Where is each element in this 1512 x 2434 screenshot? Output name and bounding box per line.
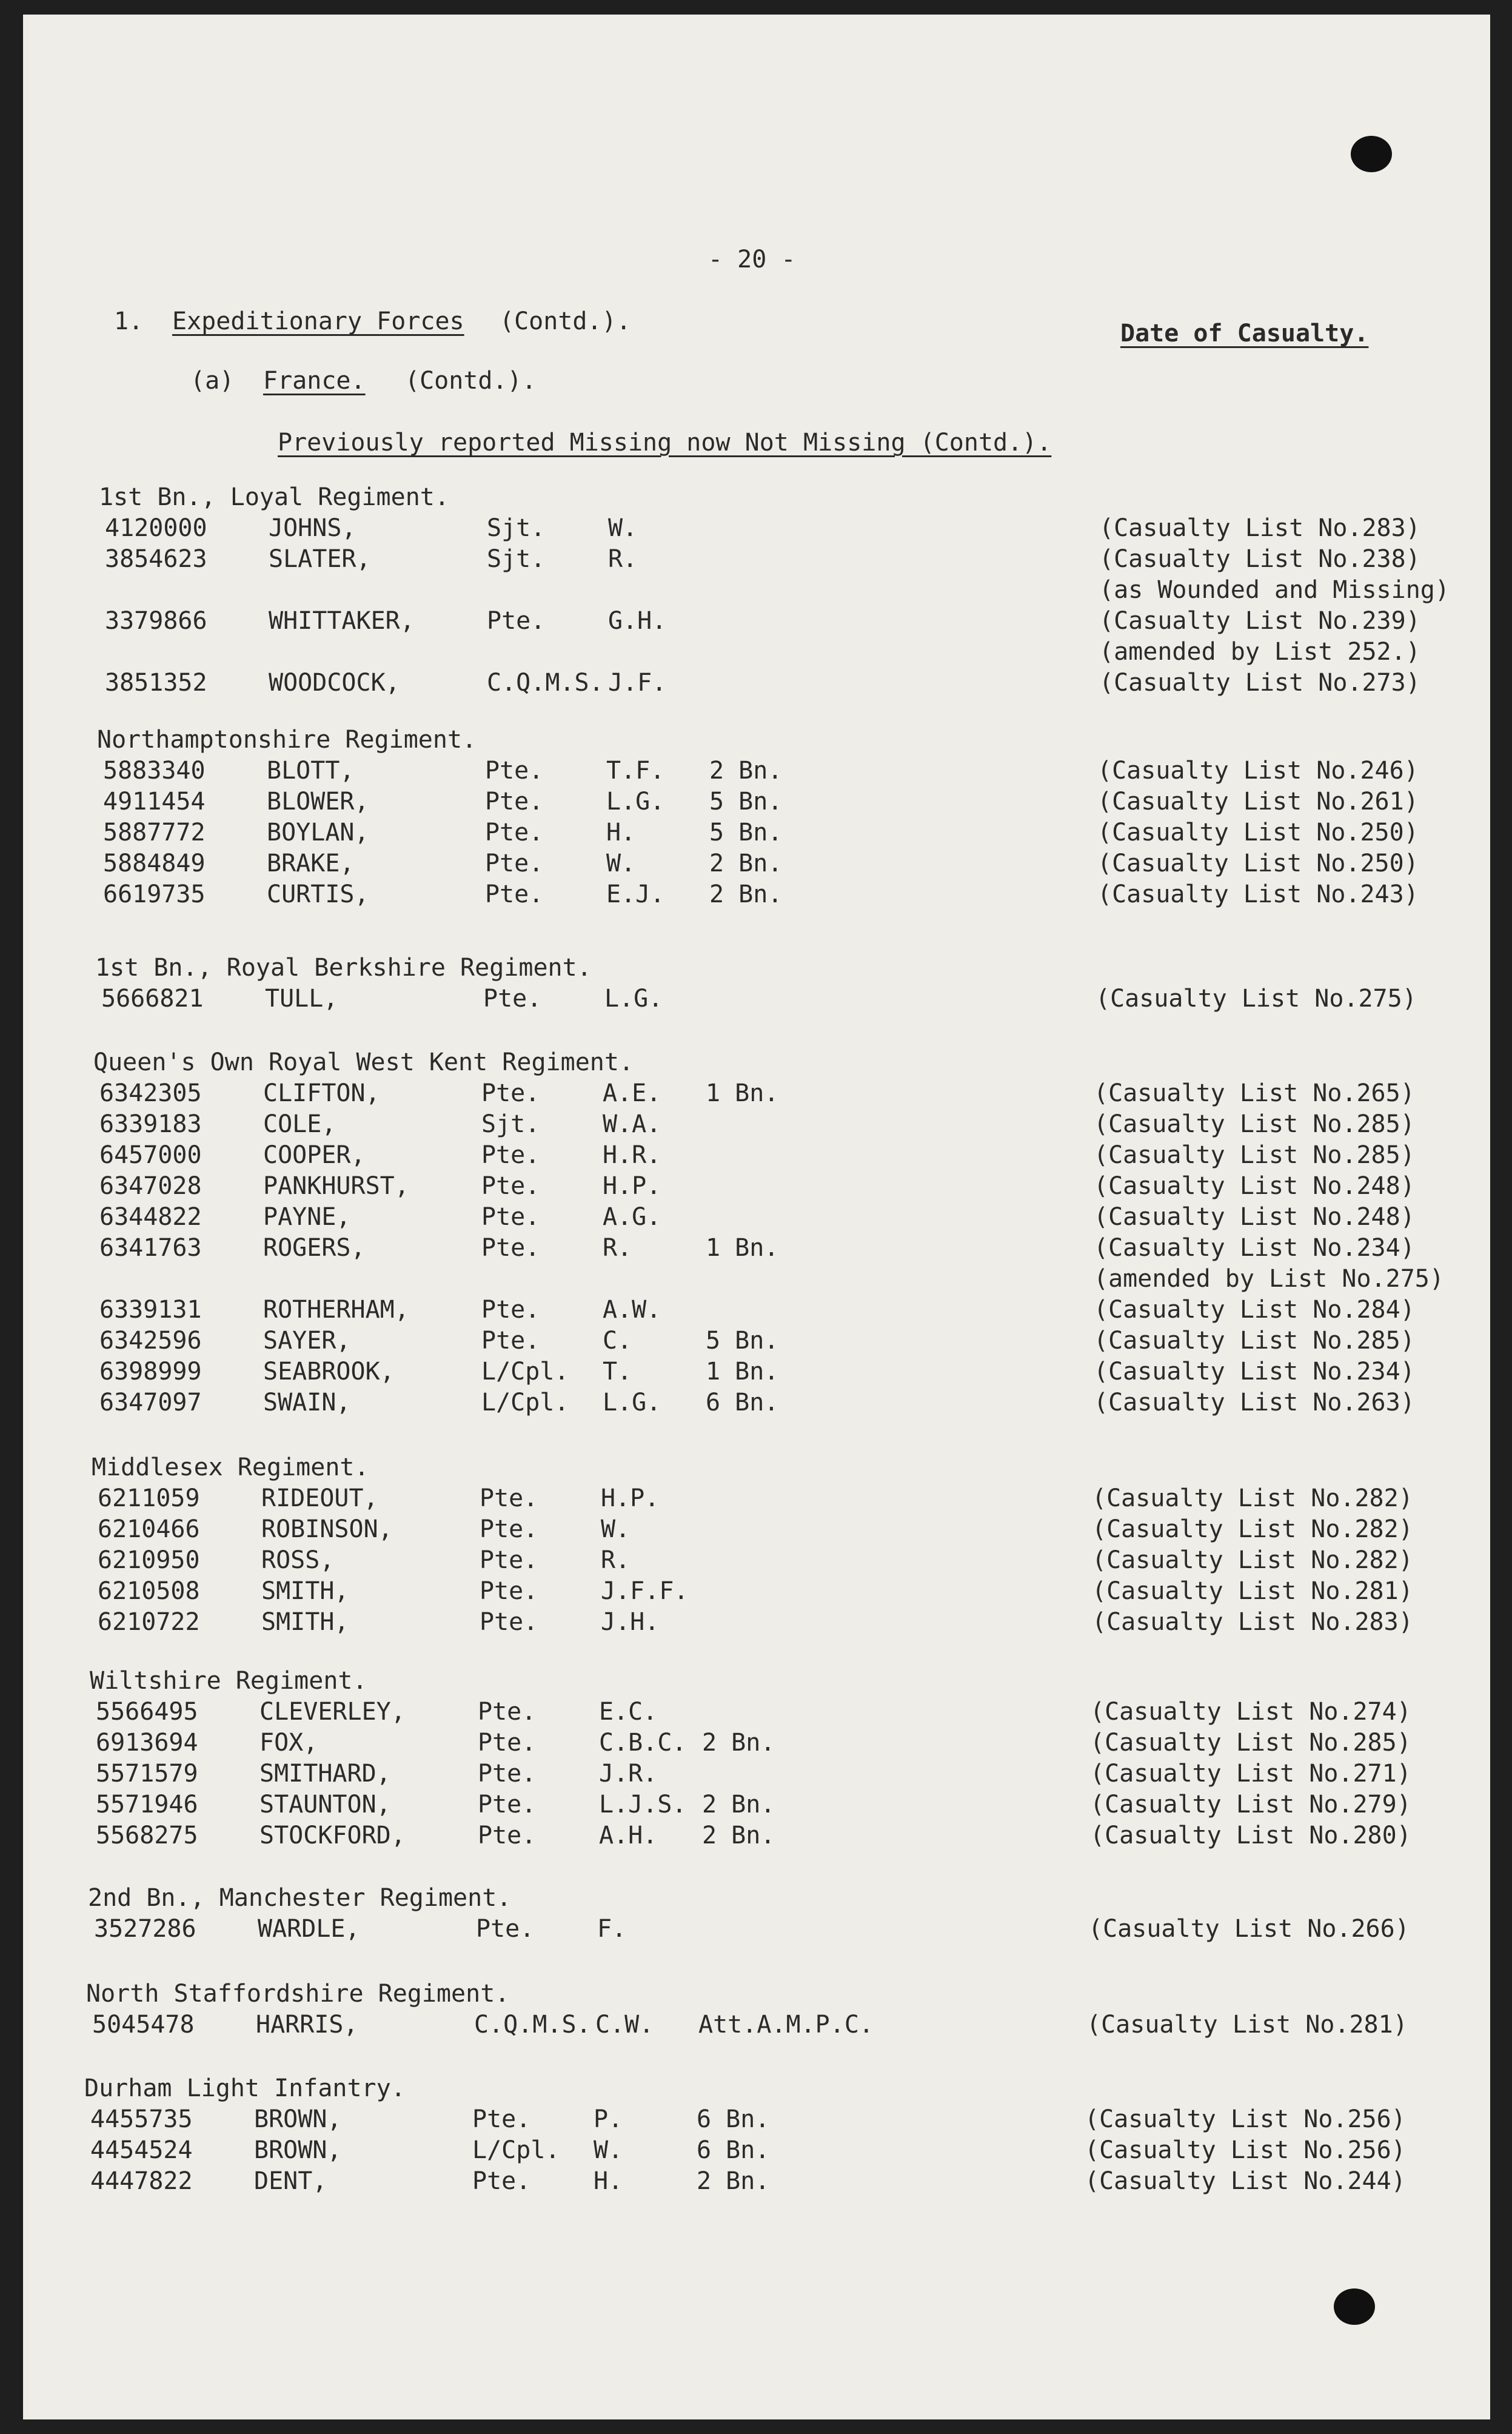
casualty-row bbox=[90, 2107, 1424, 2139]
regiment-heading: Wiltshire Regiment. bbox=[90, 1667, 367, 1695]
initials: J.F.F. bbox=[601, 1577, 689, 1605]
initials: J.F. bbox=[608, 669, 667, 697]
sub-heading-contd: (Contd.). bbox=[405, 367, 537, 395]
casualty-row bbox=[105, 547, 1439, 578]
surname: PANKHURST, bbox=[263, 1172, 409, 1200]
service-number: 3527286 bbox=[94, 1915, 196, 1943]
initials: R. bbox=[608, 545, 638, 573]
initials: W.A. bbox=[603, 1110, 661, 1138]
casualty-row bbox=[98, 1610, 1431, 1641]
casualty-list-ref: (amended by List No.275) bbox=[1094, 1265, 1444, 1293]
initials: C. bbox=[603, 1327, 632, 1355]
casualty-list-ref: (Casualty List No.244) bbox=[1085, 2167, 1406, 2195]
battalion: 2 Bn. bbox=[709, 757, 783, 785]
battalion: 2 Bn. bbox=[709, 880, 783, 908]
casualty-row bbox=[90, 2138, 1424, 2170]
casualty-list-ref: (Casualty List No.285) bbox=[1090, 1729, 1411, 1757]
casualty-list-ref: (Casualty List No.283) bbox=[1099, 514, 1420, 542]
service-number: 4120000 bbox=[105, 514, 207, 542]
service-number: 5568275 bbox=[96, 1822, 198, 1849]
casualty-row bbox=[96, 1792, 1430, 1824]
casualty-list-ref: (Casualty List No.265) bbox=[1094, 1079, 1415, 1107]
casualty-row bbox=[99, 1143, 1433, 1175]
surname: WOODCOCK, bbox=[269, 669, 400, 697]
rank: Pte. bbox=[485, 788, 544, 816]
rank: Pte. bbox=[481, 1234, 540, 1262]
regiment-heading: Northamptonshire Regiment. bbox=[97, 726, 477, 754]
casualty-list-ref: (Casualty List No.274) bbox=[1090, 1698, 1411, 1726]
service-number: 6210722 bbox=[98, 1608, 200, 1636]
rank: Pte. bbox=[478, 1729, 537, 1757]
rank: Pte. bbox=[485, 880, 544, 908]
surname: ROTHERHAM, bbox=[263, 1296, 409, 1324]
surname: ROGERS, bbox=[263, 1234, 366, 1262]
initials: C.W. bbox=[595, 2011, 654, 2039]
casualty-list-ref: (Casualty List No.271) bbox=[1090, 1760, 1411, 1788]
rank: Pte. bbox=[480, 1608, 538, 1636]
surname: BLOTT, bbox=[267, 757, 355, 785]
surname: SMITH, bbox=[261, 1577, 349, 1605]
battalion: 6 Bn. bbox=[706, 1389, 779, 1416]
service-number: 6347028 bbox=[99, 1172, 202, 1200]
heading-contd: (Contd.). bbox=[500, 307, 631, 335]
casualty-list-ref: (amended by List 252.) bbox=[1099, 638, 1420, 666]
casualty-list-ref: (Casualty List No.284) bbox=[1094, 1296, 1415, 1324]
rank: Pte. bbox=[481, 1079, 540, 1107]
casualty-row bbox=[92, 2013, 1426, 2044]
initials: R. bbox=[603, 1234, 632, 1262]
service-number: 3851352 bbox=[105, 669, 207, 697]
casualty-list-ref: (Casualty List No.282) bbox=[1092, 1546, 1413, 1574]
casualty-row bbox=[105, 640, 1439, 671]
casualty-row bbox=[99, 1390, 1433, 1422]
initials: F. bbox=[597, 1915, 627, 1943]
regiment-heading: Durham Light Infantry. bbox=[84, 2074, 406, 2102]
service-number: 5883340 bbox=[103, 757, 206, 785]
service-number: 6344822 bbox=[99, 1203, 202, 1231]
battalion: 5 Bn. bbox=[709, 819, 783, 847]
battalion: 2 Bn. bbox=[702, 1729, 775, 1757]
rank: Pte. bbox=[476, 1915, 535, 1943]
rank: Pte. bbox=[481, 1141, 540, 1169]
surname: COOPER, bbox=[263, 1141, 366, 1169]
rank: C.Q.M.S. bbox=[487, 669, 604, 697]
casualty-list-ref: (Casualty List No.246) bbox=[1097, 757, 1419, 785]
service-number: 5884849 bbox=[103, 850, 206, 877]
casualty-row bbox=[101, 987, 1435, 1018]
service-number: 6211059 bbox=[98, 1484, 200, 1512]
casualty-row bbox=[98, 1486, 1431, 1518]
rank: Pte. bbox=[472, 2167, 531, 2195]
initials: C.B.C. bbox=[599, 1729, 687, 1757]
initials: G.H. bbox=[608, 607, 667, 635]
initials: W. bbox=[601, 1515, 631, 1543]
casualty-row bbox=[98, 1517, 1431, 1549]
casualty-row bbox=[103, 820, 1437, 852]
casualty-row bbox=[94, 1917, 1428, 1948]
rank: Pte. bbox=[480, 1546, 538, 1574]
rank: Pte. bbox=[481, 1203, 540, 1231]
casualty-row bbox=[96, 1700, 1430, 1731]
initials: A.E. bbox=[603, 1079, 661, 1107]
casualty-list-ref: (Casualty List No.282) bbox=[1092, 1484, 1413, 1512]
surname: HARRIS, bbox=[256, 2011, 358, 2039]
casualty-row bbox=[90, 2169, 1424, 2201]
service-number: 5045478 bbox=[92, 2011, 195, 2039]
surname: CLEVERLEY, bbox=[259, 1698, 406, 1726]
initials: W. bbox=[594, 2136, 623, 2164]
casualty-row bbox=[105, 576, 1450, 609]
service-number: 4911454 bbox=[103, 788, 206, 816]
casualty-row bbox=[98, 1579, 1431, 1611]
initials: L.G. bbox=[604, 985, 663, 1013]
battalion: 1 Bn. bbox=[706, 1079, 779, 1107]
service-number: 6210466 bbox=[98, 1515, 200, 1543]
heading-title: Expeditionary Forces bbox=[172, 307, 464, 335]
surname: JOHNS, bbox=[269, 514, 356, 542]
rank: Pte. bbox=[480, 1484, 538, 1512]
casualty-list-ref: (Casualty List No.275) bbox=[1096, 985, 1417, 1013]
surname: SMITHARD, bbox=[259, 1760, 391, 1788]
service-number: 4454524 bbox=[90, 2136, 193, 2164]
rank: Pte. bbox=[480, 1515, 538, 1543]
casualty-list-ref: (as Wounded and Missing) bbox=[1099, 576, 1450, 604]
initials: W. bbox=[608, 514, 638, 542]
initials: P. bbox=[594, 2105, 623, 2133]
initials: H. bbox=[606, 819, 636, 847]
rank: Pte. bbox=[485, 819, 544, 847]
casualty-list-ref: (Casualty List No.285) bbox=[1094, 1141, 1415, 1169]
casualty-list-ref: (Casualty List No.279) bbox=[1090, 1791, 1411, 1819]
service-number: 6339131 bbox=[99, 1296, 202, 1324]
rank: Sjt. bbox=[481, 1110, 540, 1138]
surname: ROSS, bbox=[261, 1546, 335, 1574]
rank: Pte. bbox=[485, 850, 544, 877]
casualty-row bbox=[99, 1298, 1433, 1329]
sub-heading-place: France. bbox=[263, 367, 366, 395]
casualty-list-ref: (Casualty List No.282) bbox=[1092, 1515, 1413, 1543]
casualty-list-ref: (Casualty List No.281) bbox=[1092, 1577, 1413, 1605]
initials: L.G. bbox=[606, 788, 665, 816]
rank: Sjt. bbox=[487, 514, 546, 542]
surname: SWAIN, bbox=[263, 1389, 351, 1416]
surname: SAYER, bbox=[263, 1327, 351, 1355]
battalion: 6 Bn. bbox=[697, 2136, 770, 2164]
surname: ROBINSON, bbox=[261, 1515, 393, 1543]
casualty-list-ref: (Casualty List No.256) bbox=[1085, 2105, 1406, 2133]
casualty-list-ref: (Casualty List No.283) bbox=[1092, 1608, 1413, 1636]
service-number: 5666821 bbox=[101, 985, 204, 1013]
initials: E.C. bbox=[599, 1698, 658, 1726]
regiment-heading: Middlesex Regiment. bbox=[92, 1453, 369, 1481]
date-of-casualty-header: Date of Casualty. bbox=[1120, 320, 1369, 347]
initials: J.R. bbox=[599, 1760, 658, 1788]
service-number: 6210508 bbox=[98, 1577, 200, 1605]
casualty-row bbox=[99, 1265, 1444, 1298]
rank: C.Q.M.S. bbox=[474, 2011, 591, 2039]
casualty-list-ref: (Casualty List No.238) bbox=[1099, 545, 1420, 573]
rank: L/Cpl. bbox=[481, 1358, 569, 1386]
surname: WHITTAKER, bbox=[269, 607, 415, 635]
surname: BROWN, bbox=[254, 2136, 342, 2164]
casualty-list-ref: (Casualty List No.250) bbox=[1097, 819, 1419, 847]
casualty-list-ref: (Casualty List No.234) bbox=[1094, 1358, 1415, 1386]
surname: CURTIS, bbox=[267, 880, 369, 908]
battalion: 5 Bn. bbox=[709, 788, 783, 816]
initials: A.H. bbox=[599, 1822, 658, 1849]
casualty-list-ref: (Casualty List No.261) bbox=[1097, 788, 1419, 816]
casualty-row bbox=[99, 1205, 1433, 1236]
rank: Pte. bbox=[480, 1577, 538, 1605]
initials: H.P. bbox=[601, 1484, 660, 1512]
casualty-row bbox=[99, 1112, 1433, 1144]
surname: STAUNTON, bbox=[259, 1791, 391, 1819]
initials: T.F. bbox=[606, 757, 665, 785]
rank: Pte. bbox=[483, 985, 542, 1013]
service-number: 6347097 bbox=[99, 1389, 202, 1416]
surname: BROWN, bbox=[254, 2105, 342, 2133]
casualty-row bbox=[96, 1731, 1430, 1762]
surname: WARDLE, bbox=[258, 1915, 360, 1943]
casualty-list-ref: (Casualty List No.263) bbox=[1094, 1389, 1415, 1416]
casualty-list-ref: (Casualty List No.248) bbox=[1094, 1172, 1415, 1200]
battalion: 1 Bn. bbox=[706, 1234, 779, 1262]
battalion: 5 Bn. bbox=[706, 1327, 779, 1355]
surname: RIDEOUT, bbox=[261, 1484, 378, 1512]
casualty-list-ref: (Casualty List No.239) bbox=[1099, 607, 1420, 635]
battalion: 2 Bn. bbox=[702, 1791, 775, 1819]
casualty-row bbox=[105, 609, 1439, 640]
initials: H. bbox=[594, 2167, 623, 2195]
rank: L/Cpl. bbox=[481, 1389, 569, 1416]
casualty-row bbox=[103, 882, 1437, 914]
casualty-row bbox=[99, 1236, 1433, 1267]
page-number: - 20 - bbox=[708, 246, 796, 273]
heading-number: 1. bbox=[114, 307, 144, 335]
sub-heading-letter: (a) bbox=[190, 367, 235, 395]
service-number: 6457000 bbox=[99, 1141, 202, 1169]
service-number: 6398999 bbox=[99, 1358, 202, 1386]
initials: A.W. bbox=[603, 1296, 661, 1324]
casualty-list-ref: (Casualty List No.280) bbox=[1090, 1822, 1411, 1849]
service-number: 3379866 bbox=[105, 607, 207, 635]
casualty-row bbox=[99, 1329, 1433, 1360]
rank: Pte. bbox=[478, 1822, 537, 1849]
initials: W. bbox=[606, 850, 636, 877]
initials: H.P. bbox=[603, 1172, 661, 1200]
rank: Pte. bbox=[481, 1296, 540, 1324]
rank: Pte. bbox=[478, 1791, 537, 1819]
service-number: 6341763 bbox=[99, 1234, 202, 1262]
casualty-row bbox=[105, 671, 1439, 702]
surname: TULL, bbox=[265, 985, 338, 1013]
casualty-list-ref: (Casualty List No.250) bbox=[1097, 850, 1419, 877]
initials: L.G. bbox=[603, 1389, 661, 1416]
punch-hole-top bbox=[1351, 136, 1392, 172]
casualty-row bbox=[96, 1762, 1430, 1793]
rank: Pte. bbox=[487, 607, 546, 635]
rank: Pte. bbox=[478, 1760, 537, 1788]
casualty-list-ref: (Casualty List No.285) bbox=[1094, 1110, 1415, 1138]
casualty-row bbox=[99, 1174, 1433, 1205]
surname: BLOWER, bbox=[267, 788, 369, 816]
rank: Sjt. bbox=[487, 545, 546, 573]
initials: E.J. bbox=[606, 880, 665, 908]
punch-hole-bottom bbox=[1334, 2288, 1375, 2325]
service-number: 3854623 bbox=[105, 545, 207, 573]
initials: J.H. bbox=[601, 1608, 660, 1636]
service-number: 5571946 bbox=[96, 1791, 198, 1819]
surname: SMITH, bbox=[261, 1608, 349, 1636]
casualty-list-ref: (Casualty List No.234) bbox=[1094, 1234, 1415, 1262]
service-number: 5571579 bbox=[96, 1760, 198, 1788]
battalion: 2 Bn. bbox=[709, 850, 783, 877]
service-number: 6339183 bbox=[99, 1110, 202, 1138]
initials: A.G. bbox=[603, 1203, 661, 1231]
rank: Pte. bbox=[478, 1698, 537, 1726]
casualty-list-ref: (Casualty List No.243) bbox=[1097, 880, 1419, 908]
casualty-list-ref: (Casualty List No.248) bbox=[1094, 1203, 1415, 1231]
service-number: 6342596 bbox=[99, 1327, 202, 1355]
casualty-row bbox=[96, 1823, 1430, 1855]
casualty-list-ref: (Casualty List No.256) bbox=[1085, 2136, 1406, 2164]
casualty-row bbox=[103, 790, 1437, 821]
section-title: Previously reported Missing now Not Missing (Contd.). bbox=[278, 429, 1052, 457]
regiment-heading: Queen's Own Royal West Kent Regiment. bbox=[93, 1048, 634, 1076]
initials: R. bbox=[601, 1546, 631, 1574]
casualty-row bbox=[103, 851, 1437, 883]
casualty-row bbox=[98, 1548, 1431, 1580]
surname: CLIFTON, bbox=[263, 1079, 380, 1107]
casualty-list-ref: (Casualty List No.266) bbox=[1088, 1915, 1410, 1943]
casualty-row bbox=[105, 516, 1439, 548]
rank: Pte. bbox=[481, 1327, 540, 1355]
service-number: 6913694 bbox=[96, 1729, 198, 1757]
service-number: 6342305 bbox=[99, 1079, 202, 1107]
initials: H.R. bbox=[603, 1141, 661, 1169]
surname: COLE, bbox=[263, 1110, 336, 1138]
surname: STOCKFORD, bbox=[259, 1822, 406, 1849]
initials: T. bbox=[603, 1358, 632, 1386]
surname: SEABROOK, bbox=[263, 1358, 395, 1386]
surname: FOX, bbox=[259, 1729, 318, 1757]
service-number: 5887772 bbox=[103, 819, 206, 847]
regiment-heading: 1st Bn., Loyal Regiment. bbox=[99, 483, 449, 511]
battalion: 2 Bn. bbox=[697, 2167, 770, 2195]
rank: Pte. bbox=[481, 1172, 540, 1200]
casualty-list-ref: (Casualty List No.281) bbox=[1086, 2011, 1408, 2039]
surname: DENT, bbox=[254, 2167, 327, 2195]
regiment-heading: North Staffordshire Regiment. bbox=[86, 1980, 510, 2008]
surname: BOYLAN, bbox=[267, 819, 369, 847]
service-number: 5566495 bbox=[96, 1698, 198, 1726]
initials: L.J.S. bbox=[599, 1791, 687, 1819]
surname: PAYNE, bbox=[263, 1203, 351, 1231]
rank: Pte. bbox=[472, 2105, 531, 2133]
service-number: 6210950 bbox=[98, 1546, 200, 1574]
regiment-heading: 2nd Bn., Manchester Regiment. bbox=[88, 1884, 512, 1912]
surname: SLATER, bbox=[269, 545, 371, 573]
battalion: 1 Bn. bbox=[706, 1358, 779, 1386]
casualty-row bbox=[103, 759, 1437, 790]
battalion: 6 Bn. bbox=[697, 2105, 770, 2133]
service-number: 4455735 bbox=[90, 2105, 193, 2133]
casualty-list-ref: (Casualty List No.285) bbox=[1094, 1327, 1415, 1355]
casualty-row bbox=[99, 1081, 1433, 1113]
casualty-row bbox=[99, 1359, 1433, 1391]
service-number: 6619735 bbox=[103, 880, 206, 908]
battalion: Att.A.M.P.C. bbox=[698, 2011, 874, 2039]
service-number: 4447822 bbox=[90, 2167, 193, 2195]
regiment-heading: 1st Bn., Royal Berkshire Regiment. bbox=[95, 954, 592, 982]
document-page bbox=[23, 15, 1490, 2419]
casualty-list-ref: (Casualty List No.273) bbox=[1099, 669, 1420, 697]
surname: BRAKE, bbox=[267, 850, 355, 877]
battalion: 2 Bn. bbox=[702, 1822, 775, 1849]
rank: Pte. bbox=[485, 757, 544, 785]
rank: L/Cpl. bbox=[472, 2136, 560, 2164]
